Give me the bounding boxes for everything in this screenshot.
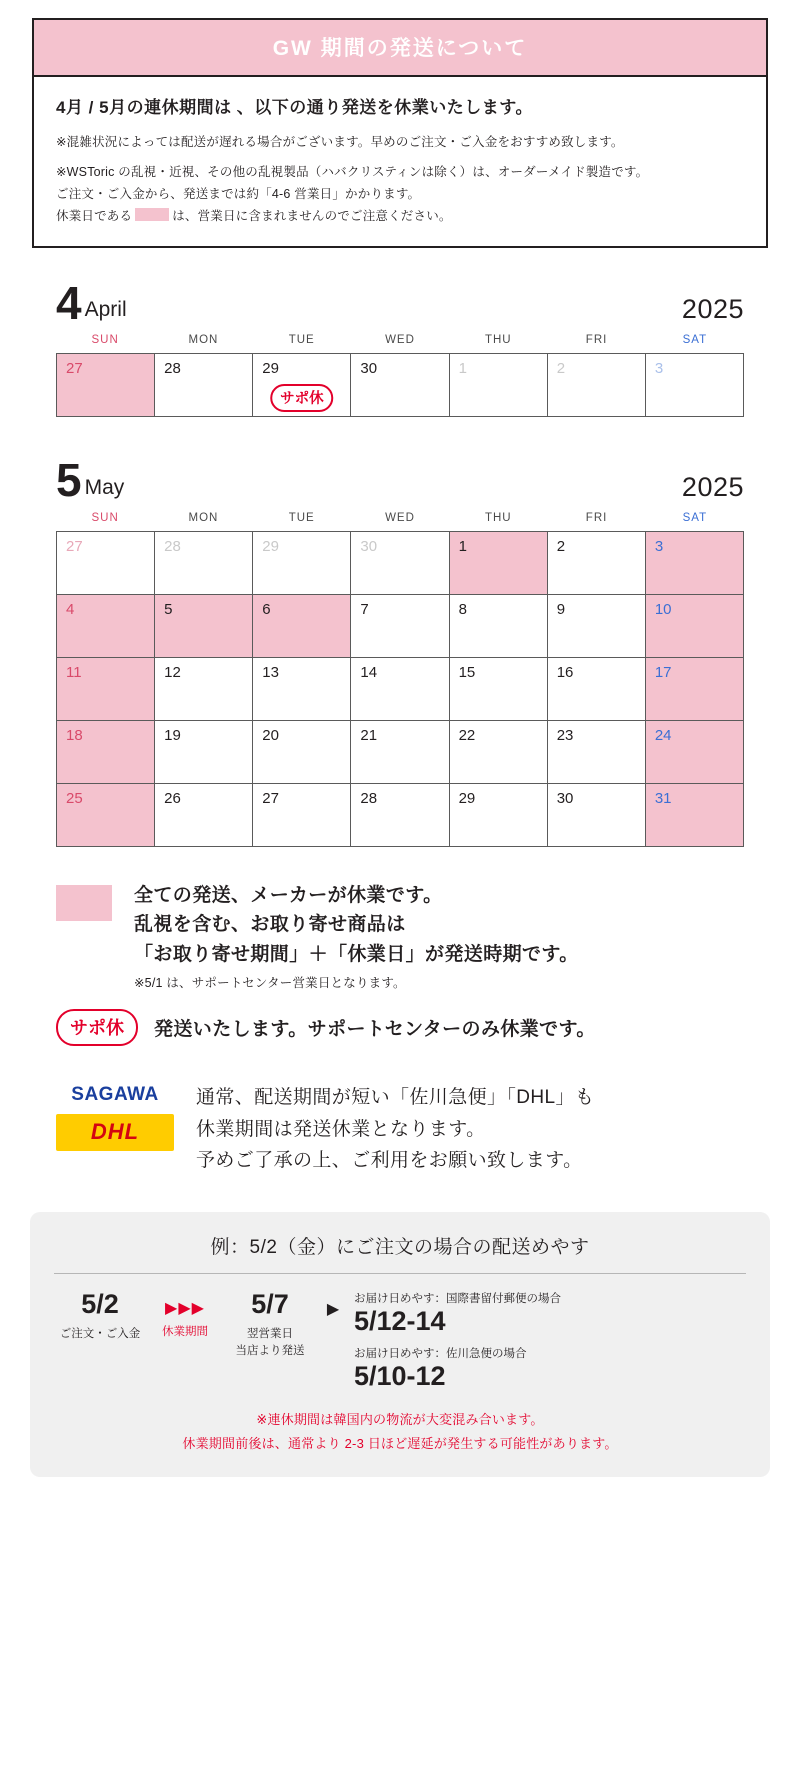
april-dow-fri: FRI	[585, 334, 608, 347]
calendar-day-cell	[646, 354, 744, 417]
calendar-day-cell	[253, 658, 351, 721]
calendar-day-cell	[351, 595, 449, 658]
day-number: 27	[66, 537, 83, 555]
example-box	[30, 1212, 770, 1477]
legend-note: ※5/1 は、サポートセンター営業日となります。	[134, 976, 406, 991]
day-number: 20	[262, 726, 279, 744]
warning-line-2: 休業期間前後は、通常より 2-3 日ほど遅延が発生する可能性があります。	[182, 1435, 618, 1451]
legend-line-3: 「お取り寄せ期間」＋「休業日」が発送時期です。	[134, 943, 579, 965]
day-number: 2	[556, 537, 566, 555]
may-calendar	[56, 509, 744, 847]
notice-note-3: ご注文・ご入金から、発送までは約「4-6 営業日」かかります。	[56, 186, 421, 201]
day-number: 21	[360, 726, 378, 744]
calendar-day-cell	[155, 595, 253, 658]
day-number: 31	[654, 789, 672, 807]
calendar-day-cell	[548, 354, 646, 417]
carrier-line-1: 通常、配送期間が短い「佐川急便」「DHL」も	[196, 1087, 595, 1109]
calendar-day-cell	[253, 721, 351, 784]
day-number: 28	[360, 789, 378, 807]
calendar-day-cell	[155, 784, 253, 847]
calendar-day-cell	[548, 532, 646, 595]
may-dow-row	[56, 509, 744, 531]
april-dow-sat: SAT	[682, 334, 708, 347]
april-dow-sun: SUN	[91, 334, 119, 347]
calendar-day-cell	[351, 532, 449, 595]
legend-section	[56, 881, 744, 1046]
may-dow-sat: SAT	[682, 511, 708, 524]
flow-step3-date: 5/7	[251, 1289, 289, 1320]
calendar-day-cell	[57, 532, 155, 595]
april-month-number: 4	[56, 276, 81, 329]
holiday-color-swatch	[56, 885, 112, 921]
day-number: 29	[458, 789, 476, 807]
calendar-day-cell	[155, 532, 253, 595]
carrier-logos	[56, 1082, 174, 1151]
day-number: 10	[654, 600, 672, 618]
day-number: 19	[164, 726, 181, 744]
calendar-day-cell	[548, 721, 646, 784]
notice-header: GW 期間の発送について	[34, 20, 766, 77]
day-number: 13	[262, 663, 279, 681]
calendar-day-cell	[57, 595, 155, 658]
flow-step1-date: 5/2	[81, 1289, 119, 1320]
calendar-day-cell	[351, 784, 449, 847]
notice-body	[34, 77, 766, 246]
legend-line-2: 乱視を含む、お取り寄せ商品は	[134, 914, 406, 936]
flow-step-ship	[224, 1290, 316, 1360]
april-month-name: April	[84, 298, 127, 322]
may-year: 2025	[681, 471, 744, 502]
may-dow-wed: WED	[385, 511, 415, 524]
warning-line-1: ※連休期間は韓国内の物流が大変混み合います。	[256, 1412, 544, 1428]
dest1-date: 5/12-14	[354, 1306, 446, 1337]
page-root	[0, 18, 800, 1477]
day-number: 26	[164, 789, 181, 807]
flow-step1-caption: ご注文・ご入金	[59, 1327, 141, 1340]
day-number: 29	[262, 360, 279, 378]
dhl-logo	[56, 1114, 174, 1151]
calendar-day-cell	[548, 784, 646, 847]
april-dow-thu: THU	[484, 334, 512, 347]
flow-step2-caption: 休業期間	[162, 1326, 208, 1339]
day-number: 15	[458, 663, 476, 681]
calendar-day-cell	[646, 595, 744, 658]
calendar-day-cell	[450, 658, 548, 721]
carrier-line-3: 予めご了承の上、ご利用をお願い致します。	[196, 1149, 583, 1171]
april-year: 2025	[681, 294, 744, 325]
day-number: 27	[66, 360, 83, 378]
calendar-day-cell	[155, 658, 253, 721]
calendar-day-cell	[646, 721, 744, 784]
calendar-day-cell	[155, 354, 253, 417]
may-dow-fri: FRI	[585, 511, 608, 524]
calendar-day-cell	[253, 595, 351, 658]
day-number: 9	[556, 600, 566, 618]
calendar-day-cell	[646, 532, 744, 595]
april-dow-mon: MON	[188, 334, 219, 347]
day-number: 12	[164, 663, 181, 681]
notice-lead: 4月 / 5月の連休期間は 、以下の通り発送を休業いたします。	[56, 98, 533, 117]
legend-line-1: 全ての発送、メーカーが休業です。	[134, 884, 443, 906]
may-month-name: May	[84, 475, 125, 499]
day-number: 1	[458, 360, 467, 378]
legend-holiday-text	[134, 881, 579, 991]
day-number: 4	[66, 600, 75, 618]
triple-arrow-icon: ▶▶▶	[165, 1300, 205, 1318]
calendar-day-cell	[450, 721, 548, 784]
legend-holiday-row	[56, 881, 744, 991]
carriers-section	[56, 1082, 744, 1176]
day-number: 22	[458, 726, 476, 744]
may-dow-thu: THU	[484, 511, 512, 524]
day-number: 16	[556, 663, 574, 681]
flow-step3-caption-1: 翌営業日	[247, 1327, 293, 1340]
calendar-day-cell	[351, 354, 449, 417]
day-number: 17	[654, 663, 672, 681]
calendar-day-cell	[646, 784, 744, 847]
day-number: 18	[66, 726, 83, 744]
may-dow-sun: SUN	[91, 511, 119, 524]
calendar-day-cell	[450, 784, 548, 847]
calendar-day-cell	[57, 721, 155, 784]
calendar-day-cell	[57, 658, 155, 721]
sapo-badge-legend: サポ休	[56, 1009, 138, 1046]
may-dow-mon: MON	[188, 511, 219, 524]
may-month-header	[56, 454, 744, 507]
holiday-color-swatch-inline	[135, 208, 169, 221]
flow-step3-caption-2: 当店より発送	[235, 1345, 305, 1358]
day-number: 14	[360, 663, 378, 681]
day-number: 5	[164, 600, 173, 618]
day-number: 7	[360, 600, 369, 618]
day-number: 6	[262, 600, 271, 618]
day-number: 1	[458, 537, 467, 555]
day-number: 28	[164, 360, 181, 378]
calendar-day-cell	[548, 595, 646, 658]
carrier-text	[196, 1082, 594, 1176]
day-number: 27	[262, 789, 279, 807]
day-number: 30	[556, 789, 574, 807]
april-month-header	[56, 276, 744, 329]
day-number: 29	[262, 537, 279, 555]
sagawa-logo: SAGAWA	[71, 1084, 159, 1106]
calendar-day-cell	[253, 784, 351, 847]
calendar-day-cell	[548, 658, 646, 721]
april-grid	[56, 353, 744, 417]
may-month-number: 5	[56, 454, 81, 507]
example-flow	[54, 1273, 746, 1455]
notice-note-4-post: は、営業日に含まれませんのでご注意ください。	[172, 208, 452, 223]
calendar-day-cell	[646, 658, 744, 721]
calendar-day-cell	[57, 784, 155, 847]
legend-sapo-text: 発送いたします。サポートセンターのみ休業です。	[154, 1019, 596, 1041]
calendar-day-cell	[351, 721, 449, 784]
april-dow-row	[56, 331, 744, 353]
legend-sapo-row	[56, 1009, 744, 1046]
calendar-day-cell	[450, 354, 548, 417]
day-number: 11	[66, 663, 82, 681]
day-number: 8	[458, 600, 467, 618]
day-number: 28	[164, 537, 181, 555]
day-number: 2	[556, 360, 566, 378]
day-number: 24	[654, 726, 672, 744]
calendar-day-cell	[253, 354, 351, 417]
arrow-right-icon: ▶	[326, 1301, 340, 1319]
sapo-badge: サポ休	[270, 384, 334, 412]
notice-note-4	[56, 206, 746, 228]
day-number: 23	[556, 726, 574, 744]
flow-step-order	[54, 1290, 146, 1343]
example-warning	[54, 1408, 746, 1455]
april-calendar	[56, 331, 744, 417]
flow-destinations	[350, 1290, 746, 1392]
may-grid	[56, 531, 744, 847]
april-dow-tue: TUE	[288, 334, 315, 347]
calendar-day-cell	[450, 595, 548, 658]
dest2-date: 5/10-12	[354, 1361, 446, 1392]
calendar-day-cell	[351, 658, 449, 721]
day-number: 3	[654, 537, 664, 555]
day-number: 3	[654, 360, 664, 378]
calendar-day-cell	[57, 354, 155, 417]
notice-note-1: ※混雑状況によっては配送が遅れる場合がございます。早めのご注文・ご入金をおすすめ致します。	[56, 135, 624, 149]
dhl-logo-text: DHL	[90, 1119, 140, 1145]
calendar-day-cell	[155, 721, 253, 784]
flow-step-holiday	[146, 1290, 224, 1341]
notice-note-2: ※WSToric の乱視・近視、その他の乱視製品（ハバクリスティンは除く）は、オーダーメイド製造です。	[56, 164, 649, 179]
day-number: 30	[360, 537, 378, 555]
flow-arrow	[316, 1290, 350, 1319]
notice-box	[32, 18, 768, 248]
dest2-label: お届け日めやす：佐川急便の場合	[354, 1348, 527, 1361]
may-dow-tue: TUE	[288, 511, 315, 524]
calendar-day-cell	[253, 532, 351, 595]
carrier-line-2: 休業期間は発送休業となります。	[196, 1118, 486, 1140]
notice-notes	[56, 132, 746, 228]
dest1-label: お届け日めやす：国際書留付郵便の場合	[354, 1293, 561, 1306]
notice-note-4-pre: 休業日である	[56, 208, 133, 223]
example-title: 例：5/2（金）にご注文の場合の配送めやす	[210, 1237, 590, 1259]
day-number: 30	[360, 360, 378, 378]
calendar-day-cell	[450, 532, 548, 595]
april-dow-wed: WED	[385, 334, 415, 347]
day-number: 25	[66, 789, 83, 807]
